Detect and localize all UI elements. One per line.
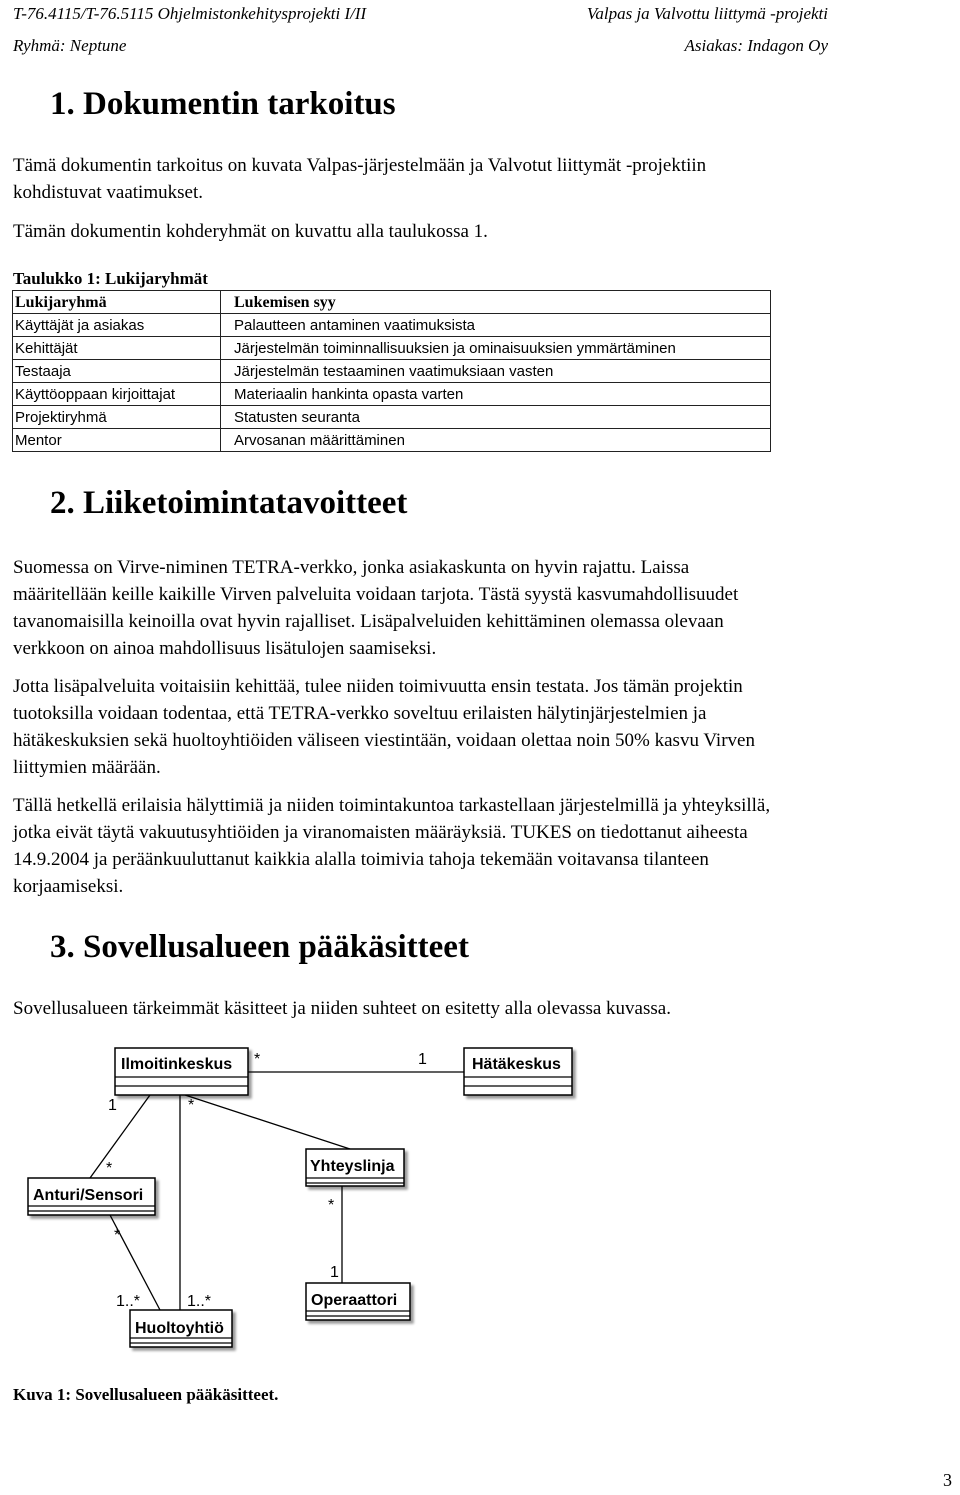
multiplicity-label: 1 (108, 1097, 117, 1114)
class-name: Operaattori (311, 1292, 398, 1309)
multiplicity-label: 1..* (187, 1293, 212, 1310)
multiplicity-label: * (114, 1227, 121, 1244)
section-2-paragraph-1: Suomessa on Virve-niminen TETRA-verkko, jonka asiakaskunta on hyvin rajattu. Laissa määritellään keille kaikille Virven palveluita voidaan tarjota. Tästä syystä kasvumahdollisuudet tavanomaisilla keinoilla ovat hyvin rajalliset. Lisäpalveluiden kehittäminen olemassa olevaan verkkoon on ainoa mahdollisuus lisätulojen saamiseksi. (13, 557, 739, 659)
section-1-paragraph-1: Tämä dokumentin tarkoitus on kuvata Valpas-järjestelmään ja Valvotut liittymät -projektiin kohdistuvat vaatimukset. (13, 155, 707, 203)
table-cell: Mentor (13, 429, 221, 452)
figure-caption: Kuva 1: Sovellusalueen pääkäsitteet. (13, 1385, 279, 1404)
class-name: Hätäkeskus (472, 1056, 561, 1073)
association-ilmoitinkeskus-yhteyslinja (185, 1095, 350, 1149)
table-cell: Statusten seuranta (221, 406, 771, 429)
page-number: 3 (943, 1470, 952, 1490)
header-course: T-76.4115/T-76.5115 Ohjelmistonkehitysprojekti I/II (13, 4, 367, 23)
class-name: Yhteyslinja (310, 1158, 395, 1175)
multiplicity-label: 1 (418, 1051, 427, 1068)
multiplicity-label: * (254, 1051, 261, 1068)
table-cell: Käyttäjät ja asiakas (13, 314, 221, 337)
table-cell: Palautteen antaminen vaatimuksista (221, 314, 771, 337)
column-header: Lukemisen syy (221, 291, 771, 314)
section-2-title: 2. Liiketoimintatavoitteet (50, 485, 408, 521)
table-cell: Järjestelmän testaaminen vaatimuksiaan vasten (221, 360, 771, 383)
section-3-intro: Sovellusalueen tärkeimmät käsitteet ja niiden suhteet on esitetty alla olevassa kuvassa. (13, 998, 671, 1019)
table-cell: Materiaalin hankinta opasta varten (221, 383, 771, 406)
table-cell: Kehittäjät (13, 337, 221, 360)
multiplicity-label: 1 (330, 1264, 339, 1281)
header-group: Ryhmä: Neptune (13, 36, 127, 55)
multiplicity-label: * (106, 1160, 113, 1177)
association-ilmoitinkeskus-anturi (90, 1095, 150, 1178)
multiplicity-label: * (328, 1197, 335, 1214)
table-cell: Projektiryhmä (13, 406, 221, 429)
class-name: Ilmoitinkeskus (121, 1056, 233, 1073)
table-cell: Järjestelmän toiminnallisuuksien ja ominaisuuksien ymmärtäminen (221, 337, 771, 360)
section-2-paragraph-2: Jotta lisäpalveluita voitaisiin kehittää, tulee niiden toimivuutta ensin testata. Jos tämän projektin tuotoksilla voidaan todentaa, että TETRA-verkko soveltuu erilaisten hälytinjärjestelmien ja hätäkeskuksien sekä huoltoyhtiöiden väliseen viestintään, voidaan olettaa noin 50% kasvu Virven liittymien määrään. (13, 676, 755, 778)
table-caption: Taulukko 1: Lukijaryhmät (13, 269, 208, 288)
section-3-title: 3. Sovellusalueen pääkäsitteet (50, 929, 469, 965)
table-cell: Testaaja (13, 360, 221, 383)
column-header: Lukijaryhmä (13, 291, 221, 314)
table-cell: Käyttöoppaan kirjoittajat (13, 383, 221, 406)
multiplicity-label: 1..* (116, 1293, 141, 1310)
header-client: Asiakas: Indagon Oy (684, 36, 828, 55)
multiplicity-label: * (188, 1097, 195, 1114)
header-project: Valpas ja Valvottu liittymä -projekti (586, 4, 828, 23)
class-name: Huoltoyhtiö (135, 1320, 224, 1337)
section-2-paragraph-3: Tällä hetkellä erilaisia hälyttimiä ja niiden toimintakuntoa tarkastellaan järjestelmillä ja yhteyksillä, jotka eivät täytä vakuutusyhtiöiden ja viranomaisten määräyksiä. TUKES on tiedottanut aiheesta 14.9.2004 ja peräänkuuluttanut kaikkia alalla toimivia tahoja tekemään voitavansa tilanteen korjaamiseksi. (13, 795, 771, 897)
section-1-paragraph-2: Tämän dokumentin kohderyhmät on kuvattu alla taulukossa 1. (13, 221, 488, 242)
class-boxes (28, 1048, 572, 1347)
section-1-title: 1. Dokumentin tarkoitus (50, 86, 396, 122)
table-cell: Arvosanan määrittäminen (221, 429, 771, 452)
class-name: Anturi/Sensori (33, 1187, 144, 1204)
